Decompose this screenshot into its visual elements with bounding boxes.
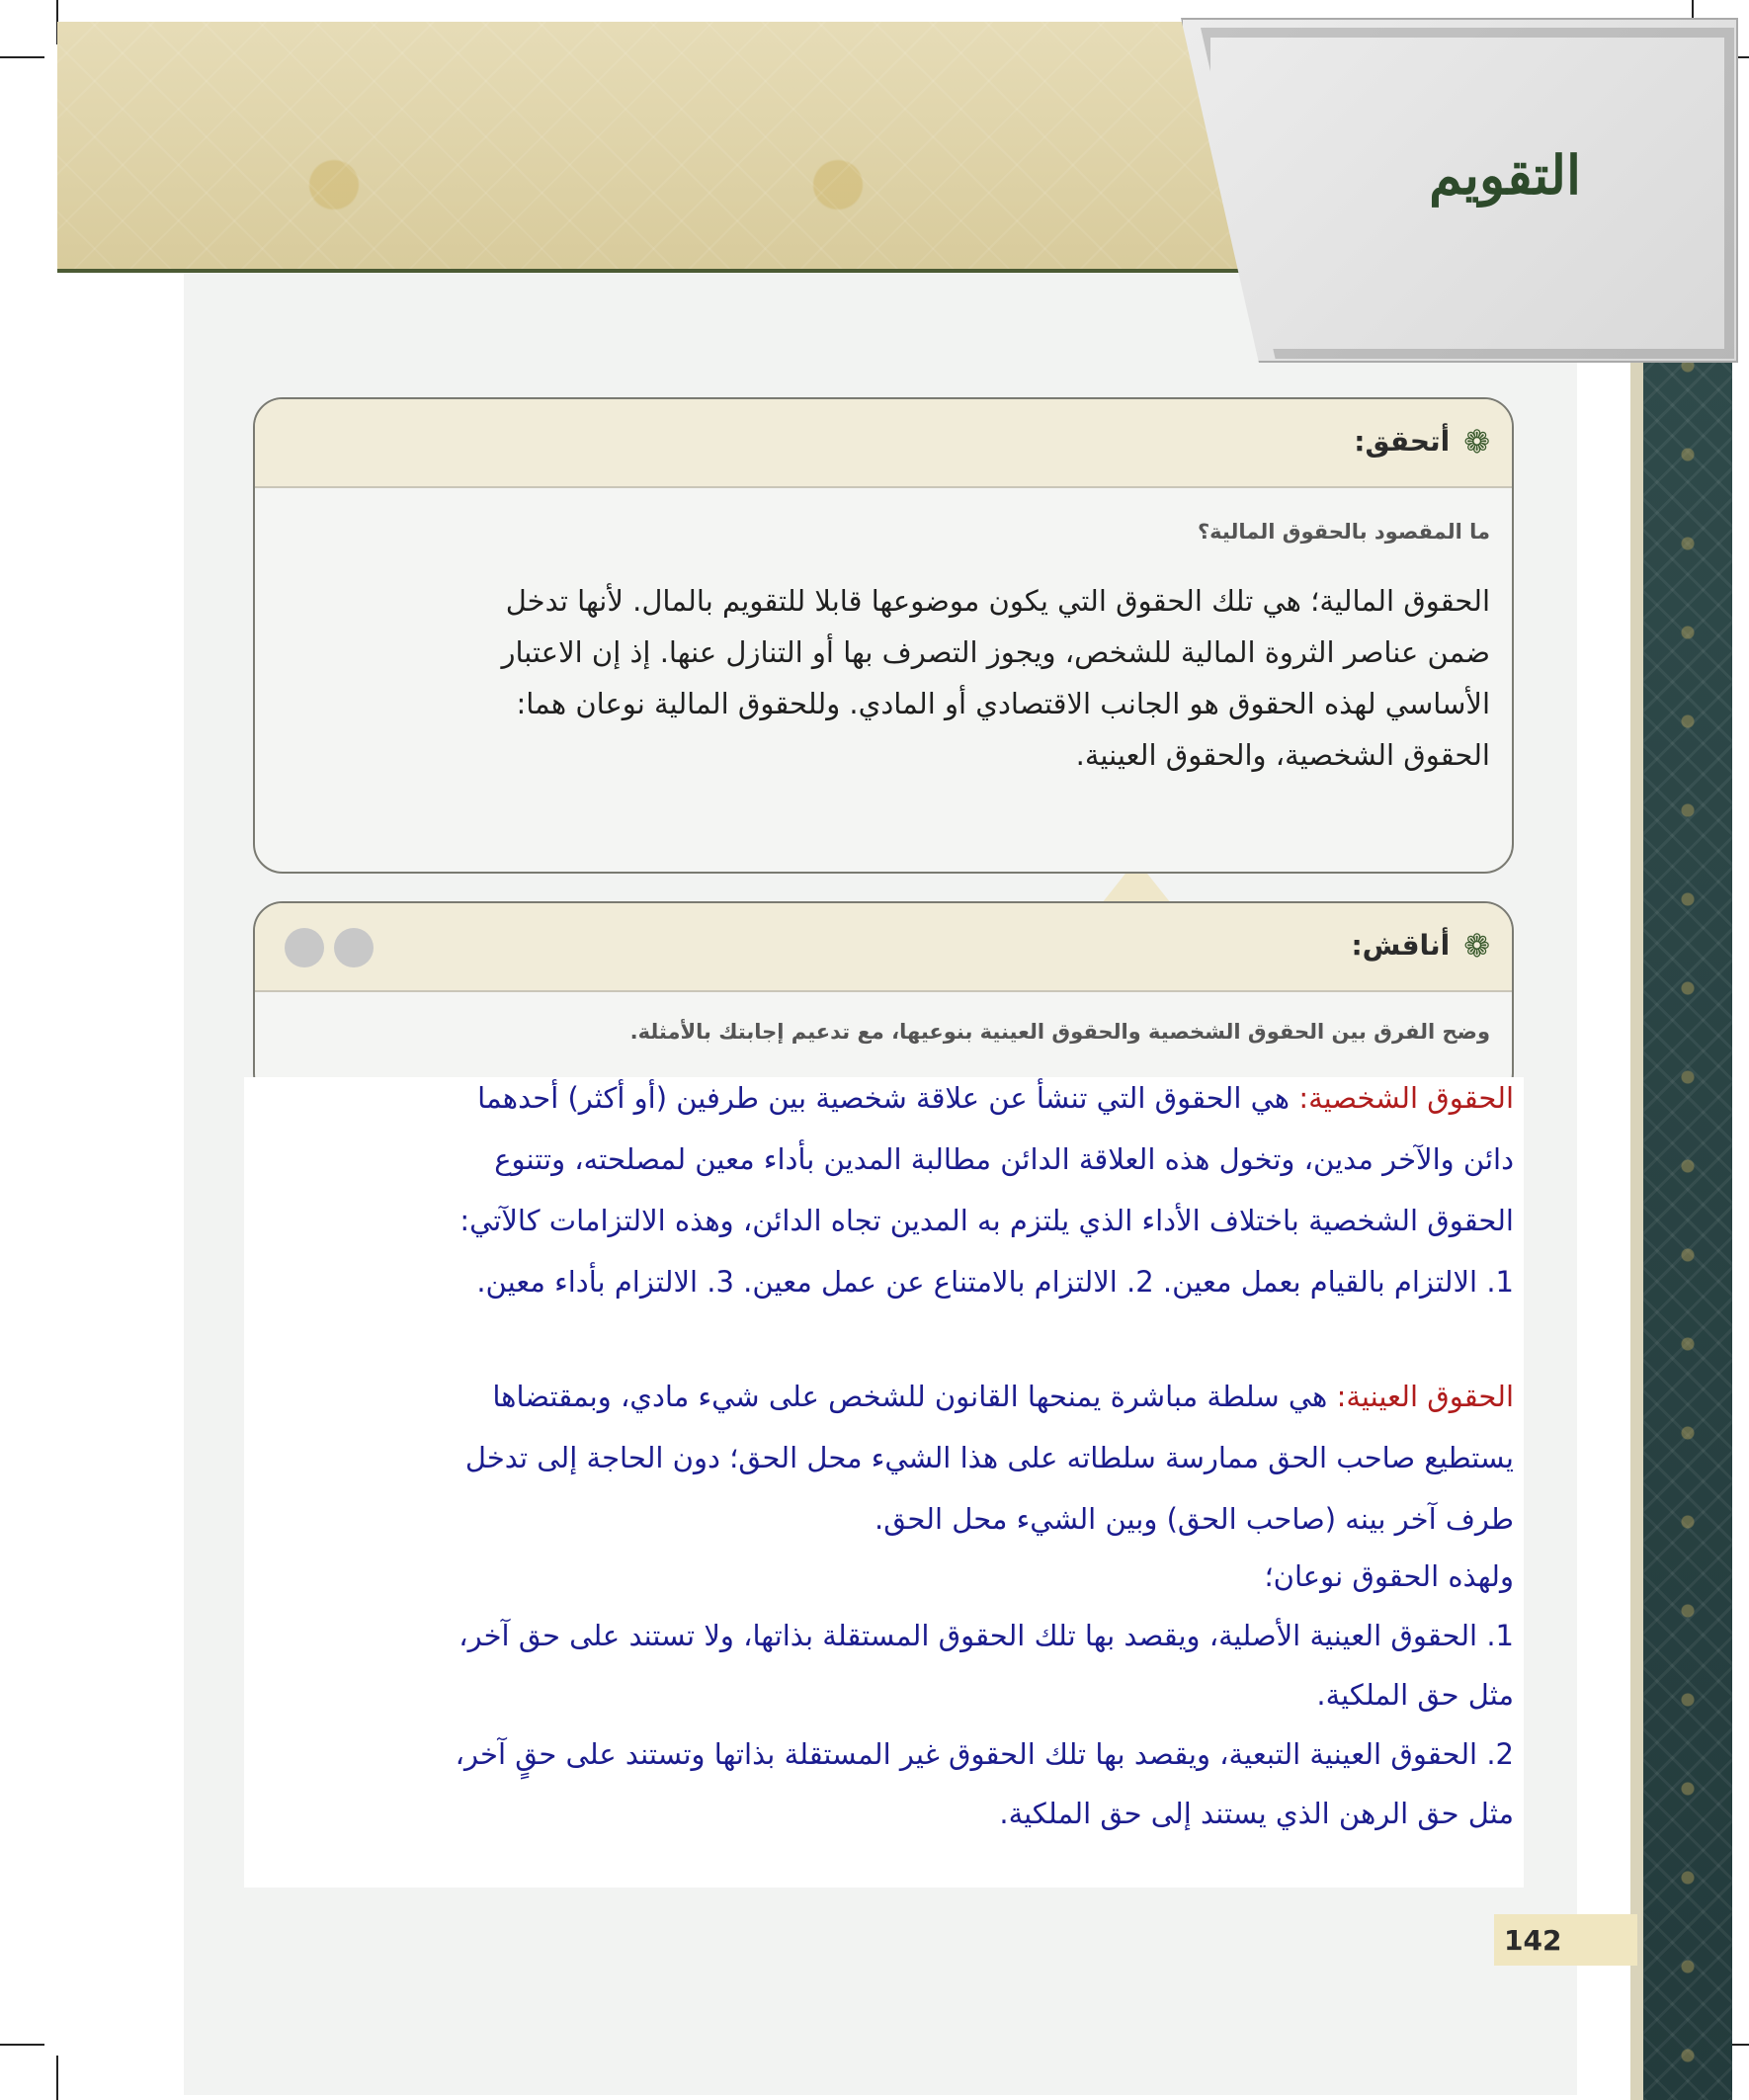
answer-line: مثل حق الرهن الذي يستند إلى حق الملكية. [999, 1797, 1514, 1830]
answer-line: طرف آخر بينه (صاحب الحق) وبين الشيء محل الحق. [874, 1502, 1514, 1536]
box-header [255, 903, 1512, 992]
dots-decoration [285, 928, 374, 967]
page-number: 142 [1494, 1914, 1637, 1966]
header-banner [57, 22, 1362, 273]
answer-panel [244, 1077, 1524, 1888]
answer-text: هي سلطة مباشرة يمنحها القانون للشخص على شيء مادي، وبمقتضاها [492, 1380, 1337, 1413]
crop-mark [56, 2056, 58, 2100]
answer-line: الحقوق المالية؛ هي تلك الحقوق التي يكون موضوعها قابلا للتقويم بالمال. لأنها تدخل [505, 584, 1490, 618]
page-margin [59, 267, 178, 2100]
discuss-question: وضح الفرق بين الحقوق الشخصية والحقوق العينية بنوعيها، مع تدعيم إجابتك بالأمثلة. [629, 1020, 1490, 1044]
page-title: التقويم [1429, 143, 1581, 207]
crop-mark [0, 2044, 44, 2046]
decorative-side-strip [1643, 336, 1732, 2100]
box-header [255, 399, 1512, 488]
answer-line: ضمن عناصر الثروة المالية للشخص، ويجوز التصرف بها أو التنازل عنها. إذ إن الاعتبار [501, 635, 1490, 669]
flower-icon: ❁ [1463, 926, 1490, 965]
answer-line [477, 1081, 1514, 1115]
check-heading: أتحقق: [1354, 425, 1451, 458]
check-box [253, 397, 1514, 874]
answer-line: دائن والآخر مدين، وتخول هذه العلاقة الدائن مطالبة المدين بأداء معين لمصلحته، وتتنوع [494, 1142, 1514, 1176]
dot [285, 928, 324, 967]
discuss-heading: أناقش: [1351, 929, 1451, 962]
side-strip-edge [1630, 336, 1643, 2100]
answer-line: ولهذه الحقوق نوعان؛ [1264, 1559, 1514, 1593]
check-question: ما المقصود بالحقوق المالية؟ [1198, 520, 1490, 544]
answer-line: الأساسي لهذه الحقوق هو الجانب الاقتصادي أو المادي. وللحقوق المالية نوعان هما: [516, 687, 1490, 720]
crop-mark [0, 56, 44, 58]
answer-line: الحقوق الشخصية، والحقوق العينية. [1075, 738, 1490, 772]
banner-pattern [57, 22, 1362, 269]
box-heading [1354, 422, 1490, 461]
check-answer [319, 575, 1490, 781]
flower-icon: ❁ [1463, 422, 1490, 461]
answer-line: 2. الحقوق العينية التبعية، ويقصد بها تلك الحقوق غير المستقلة بذاتها وتستند على حقٍ آخر، [455, 1737, 1514, 1771]
answer-text: هي الحقوق التي تنشأ عن علاقة شخصية بين طرفين (أو أكثر) أحدهما [477, 1081, 1299, 1115]
real-rights-term: الحقوق العينية: [1336, 1380, 1514, 1413]
dot [334, 928, 374, 967]
answer-line: 1. الحقوق العينية الأصلية، ويقصد بها تلك الحقوق المستقلة بذاتها، ولا تستند على حق آخر، [458, 1619, 1514, 1652]
answer-line: 1. الالتزام بالقيام بعمل معين. 2. الالتزام بالامتناع عن عمل معين. 3. الالتزام بأداء معين. [476, 1265, 1514, 1299]
answer-line: الحقوق الشخصية باختلاف الأداء الذي يلتزم به المدين تجاه الدائن، وهذه الالتزامات كالآتي: [459, 1204, 1514, 1237]
discuss-box [253, 901, 1514, 1103]
answer-line: مثل حق الملكية. [1316, 1678, 1514, 1712]
answer-line: يستطيع صاحب الحق ممارسة سلطاته على هذا الشيء محل الحق؛ دون الحاجة إلى تدخل [464, 1441, 1514, 1474]
personal-rights-term: الحقوق الشخصية: [1298, 1081, 1514, 1115]
box-heading [1351, 926, 1490, 965]
answer-line [492, 1380, 1514, 1413]
